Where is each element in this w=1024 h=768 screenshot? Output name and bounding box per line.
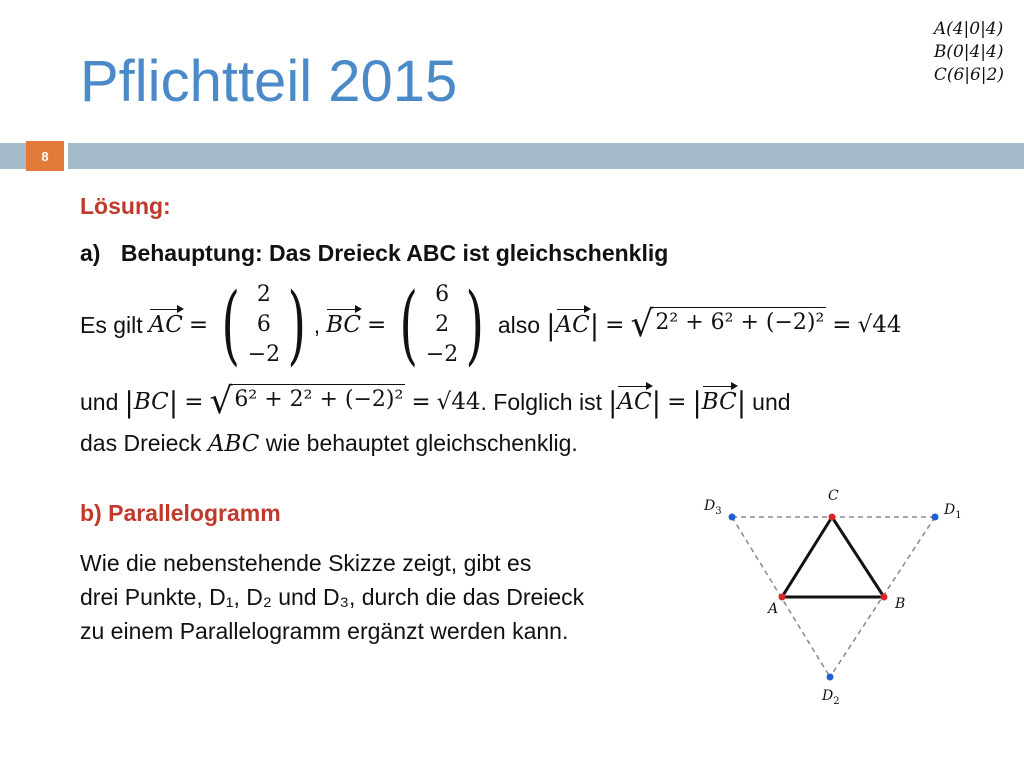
line-3: das Dreieck ABC wie behauptet gleichschenklig. xyxy=(80,430,578,457)
line-1: Es gilt AC = ( 2 6 −2 ) , BC = ( 6 2 −2 ) also | AC | = √ 2² + 6² + (−2)² = √44 xyxy=(80,275,902,375)
triangle-abc xyxy=(782,517,884,597)
ac-y: 6 xyxy=(256,312,271,337)
coord-c: C(6|6|2) xyxy=(933,65,1004,85)
label-a: A xyxy=(768,601,779,617)
band-gap xyxy=(64,141,68,171)
sqrt-ac-radicand: 2² + 6² + (−2)² xyxy=(653,307,826,343)
bc-y: 2 xyxy=(435,312,450,337)
result-bc: √44 xyxy=(436,389,481,415)
column-vector-ac: ( 2 6 −2 ) xyxy=(221,275,307,375)
abs-vector-ac: AC xyxy=(555,312,590,338)
part-a-label: a) xyxy=(80,240,101,266)
folglich-text: . Folglich ist xyxy=(480,388,602,415)
bc-segment: BC xyxy=(133,389,169,415)
part-a-heading xyxy=(80,240,668,267)
es-gilt-text: Es gilt xyxy=(80,311,143,338)
also-text: also xyxy=(497,311,541,338)
slide-number: 8 xyxy=(26,141,64,171)
point-b xyxy=(881,594,888,601)
label-c: C xyxy=(828,488,839,504)
equals-sign: = xyxy=(188,312,209,338)
result-ac: √44 xyxy=(857,312,902,338)
ac-z: −2 xyxy=(247,342,281,367)
label-d3: $D_3$ xyxy=(704,498,722,517)
part-a-claim: Behauptung: Das Dreieck ABC ist gleichschenklig xyxy=(120,240,669,266)
page-title: Pflichtteil 2015 xyxy=(80,49,458,114)
label-d2: $D_2$ xyxy=(822,688,840,707)
label-d1: $D_1$ xyxy=(944,502,962,521)
paragraph-b xyxy=(80,546,584,648)
paragraph-b-line-2: drei Punkte, D₁, D₂ und D₃, durch die das Dreieck xyxy=(80,584,585,610)
part-b-heading: b) Parallelogramm xyxy=(80,500,281,526)
vector-bc: BC xyxy=(326,312,362,338)
sqrt-ac: √ 2² + 6² + (−2)² xyxy=(630,304,825,345)
und-text: und xyxy=(80,388,119,415)
point-d3 xyxy=(729,514,736,521)
vector-ac: AC xyxy=(148,312,183,338)
point-c xyxy=(829,514,836,521)
parallelogram-sketch xyxy=(690,480,980,710)
und2-text: und xyxy=(752,388,791,415)
ac-x: 2 xyxy=(256,282,271,307)
point-d1 xyxy=(932,514,939,521)
coord-a: A(4|0|4) xyxy=(933,19,1004,39)
equals-sign-2: = xyxy=(367,312,387,338)
point-a xyxy=(779,594,786,601)
coord-b: B(0|4|4) xyxy=(933,42,1004,62)
sqrt-bc-radicand: 6² + 2² + (−2)² xyxy=(232,384,405,420)
line-2: und | BC | = √ 6² + 2² + (−2)² = √44 . Folglich ist | AC | = | BC | und xyxy=(80,381,791,422)
comma: , xyxy=(313,311,321,338)
point-d2 xyxy=(827,674,834,681)
title-band xyxy=(0,143,1024,169)
bc-z: −2 xyxy=(425,342,459,367)
paragraph-b-line-1: Wie die nebenstehende Skizze zeigt, gibt es xyxy=(80,550,532,576)
paragraph-b-line-3: zu einem Parallelogramm ergänzt werden kann. xyxy=(80,618,569,644)
point-coordinates xyxy=(934,18,1004,87)
column-vector-bc: ( 6 2 −2 ) xyxy=(399,275,485,375)
label-b: B xyxy=(895,596,906,612)
bc-x: 6 xyxy=(435,282,450,307)
sqrt-bc: √ 6² + 2² + (−2)² xyxy=(209,381,404,422)
loesung-heading: Lösung: xyxy=(80,193,171,219)
